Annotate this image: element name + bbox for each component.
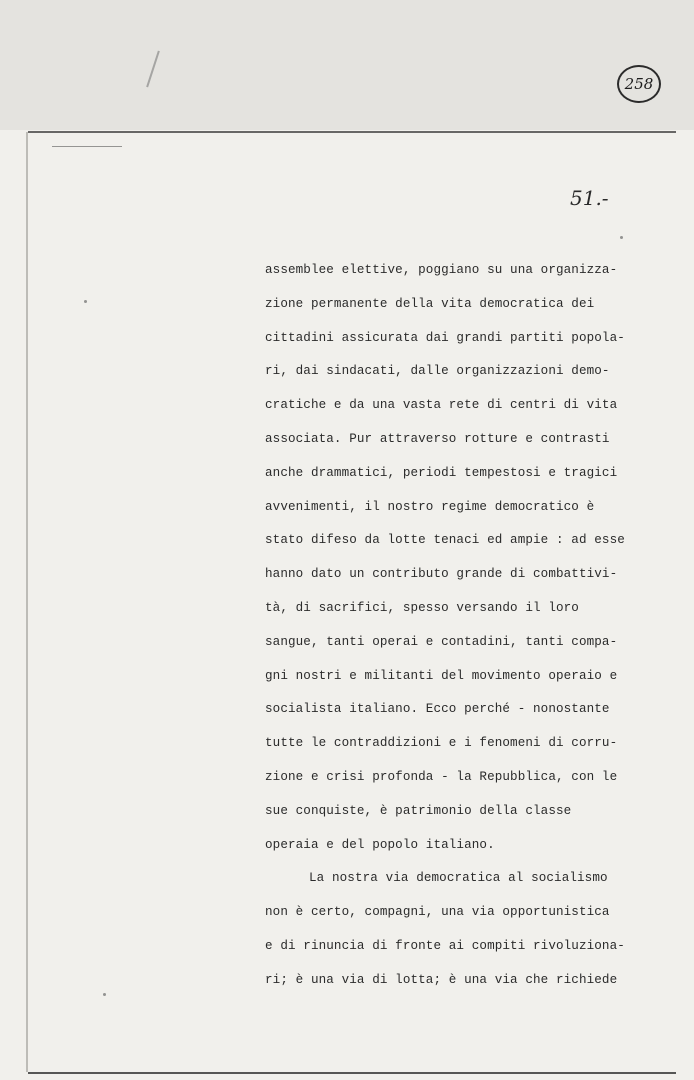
header-rule-fragment: [52, 146, 122, 147]
text-line: gni nostri e militanti del movimento operaio e: [265, 668, 618, 683]
text-line: tà, di sacrifici, spesso versando il loro: [265, 600, 579, 615]
typewritten-text: [265, 258, 665, 1002]
text-line: ri, dai sindacati, dalle organizzazioni demo-: [265, 364, 610, 379]
text-line: tutte le contraddizioni e i fenomeni di corru-: [265, 736, 618, 751]
text-line: associata. Pur attraverso rotture e contrasti: [265, 431, 610, 446]
text-line: e di rinuncia di fronte ai compiti rivoluziona-: [265, 938, 625, 953]
text-line: anche drammatici, periodi tempestosi e tragici: [265, 465, 618, 480]
text-line: stato difeso da lotte tenaci ed ampie : ad esse: [265, 533, 625, 548]
text-line: sangue, tanti operai e contadini, tanti compa-: [265, 634, 618, 649]
text-line: zione e crisi profonda - la Repubblica, con le: [265, 769, 618, 784]
archive-stamp: [617, 65, 661, 103]
text-line: assemblee elettive, poggiano su una organizza-: [265, 263, 618, 277]
archive-stamp-number: 258: [624, 75, 654, 93]
text-line: zione permanente della vita democratica dei: [265, 296, 595, 311]
text-line: La nostra via democratica al socialismo: [309, 871, 608, 886]
paper-speck: [84, 300, 87, 303]
text-line: sue conquiste, è patrimonio della classe: [265, 803, 572, 818]
text-line: hanno dato un contributo grande di combattivi-: [265, 567, 618, 582]
text-line: operaia e del popolo italiano.: [265, 837, 495, 852]
text-line: avvenimenti, il nostro regime democratico è: [265, 499, 595, 514]
page-number: 51.-: [570, 186, 609, 210]
text-line: non è certo, compagni, una via opportunistica: [265, 905, 610, 920]
header-rule: [28, 131, 676, 133]
paper-speck: [620, 236, 623, 239]
text-line: socialista italiano. Ecco perché - nonostante: [265, 702, 610, 717]
text-line: cittadini assicurata dai grandi partiti popola-: [265, 330, 625, 345]
text-line: ri; è una via di lotta; è una via che richiede: [265, 972, 618, 987]
paper-speck: [103, 993, 106, 996]
page-header-area: [0, 0, 694, 130]
footer-rule: [28, 1072, 676, 1074]
page-left-edge: [26, 132, 28, 1072]
text-line: cratiche e da una vasta rete di centri di vita: [265, 398, 618, 413]
